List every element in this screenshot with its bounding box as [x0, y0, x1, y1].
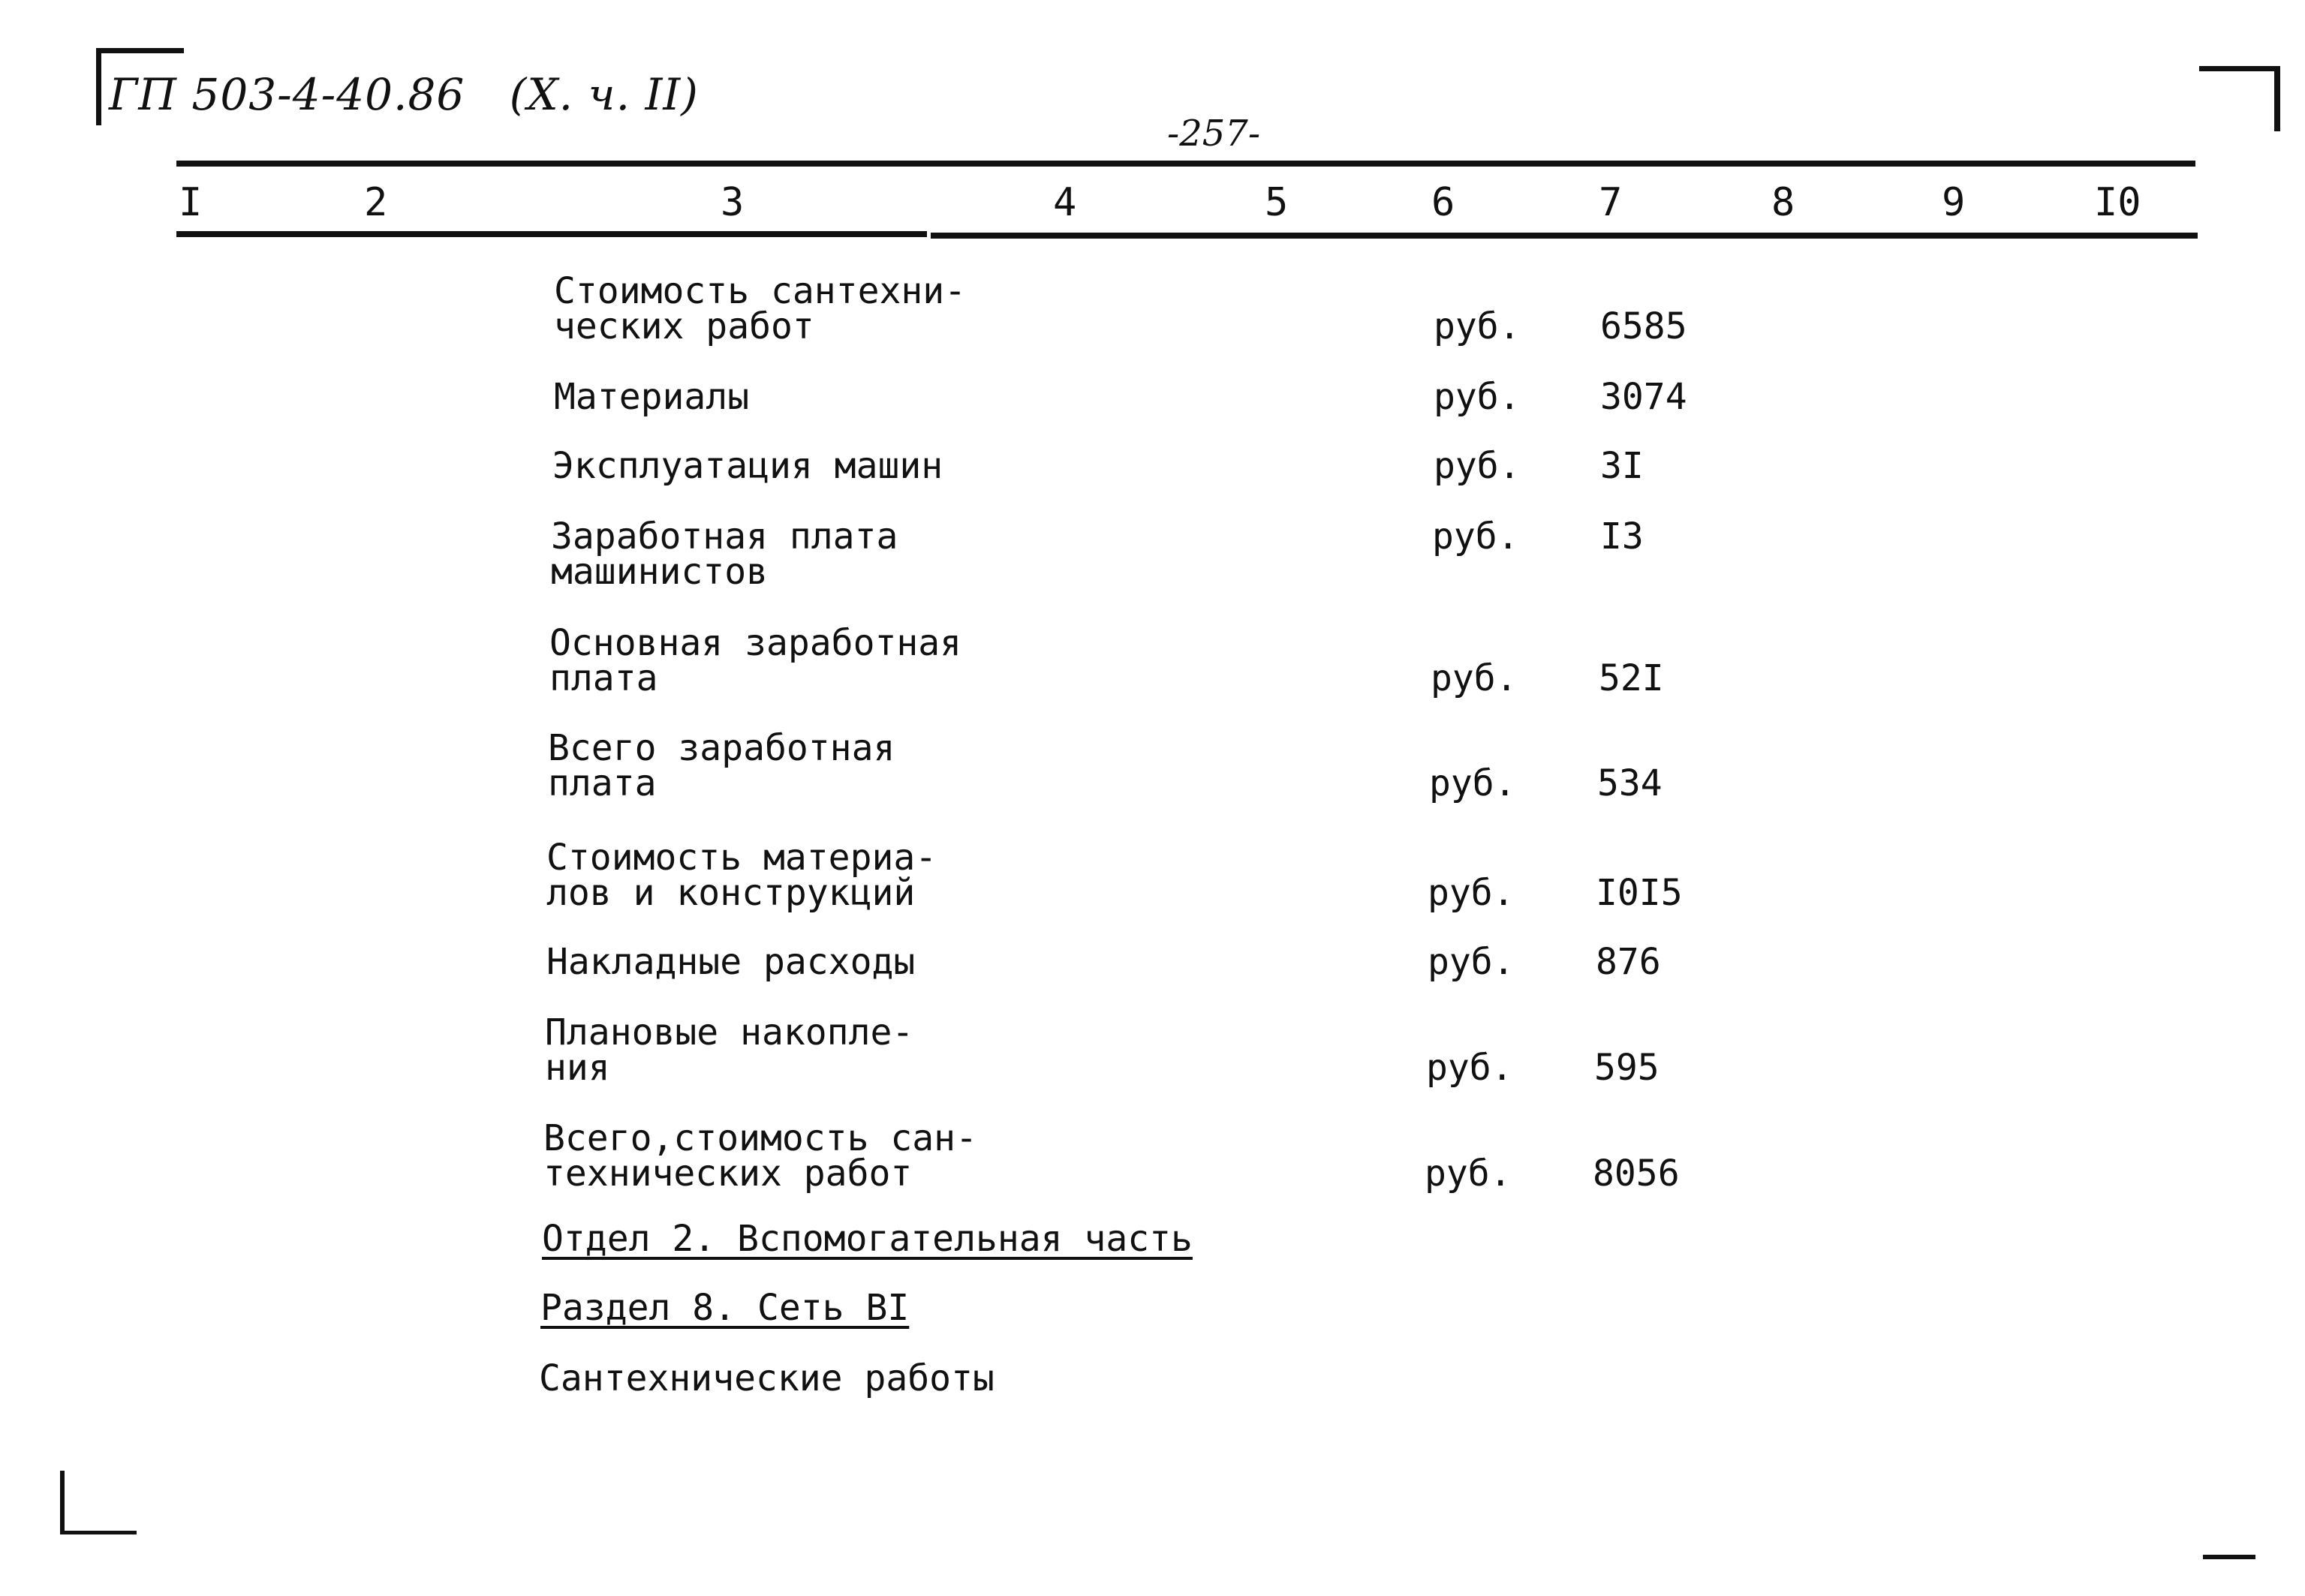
- row-unit-planned-savings: руб.: [1426, 1047, 1513, 1089]
- row-unit-machine-operation: руб.: [1434, 445, 1521, 487]
- row-name-total-sanitary-cost: Всего,стоимость сан- технических работ: [543, 1117, 977, 1195]
- row-value-total-sanitary-cost: 8056: [1593, 1153, 1680, 1195]
- row-value-overhead: 876: [1596, 941, 1661, 983]
- column-number-6: 6: [1431, 180, 1455, 225]
- subsection-heading: Раздел 8. Сеть ВI: [540, 1287, 910, 1329]
- row-name-planned-savings: Плановые накопле- ния: [545, 1011, 914, 1089]
- row-name-total-wages: Всего заработная плата: [548, 727, 895, 804]
- page-number: -257-: [1167, 113, 1261, 155]
- column-number-3: 3: [721, 180, 745, 225]
- row-value-machine-operation: 3I: [1600, 445, 1644, 487]
- row-unit-base-wages: руб.: [1431, 657, 1518, 699]
- row-name-machine-operation: Эксплуатация машин: [552, 445, 943, 487]
- column-number-1: I: [179, 180, 203, 225]
- row-value-materials: 3074: [1600, 376, 1687, 418]
- table-header-rule-left: [176, 231, 927, 237]
- row-value-planned-savings: 595: [1594, 1047, 1660, 1089]
- row-value-total-wages: 534: [1597, 762, 1663, 804]
- row-name-materials-structures: Стоимость материа- лов и конструкций: [546, 837, 937, 914]
- column-number-5: 5: [1265, 180, 1289, 225]
- row-unit-total-sanitary-cost: руб.: [1425, 1153, 1512, 1195]
- row-name-materials: Материалы: [554, 376, 750, 418]
- column-number-10: I0: [2094, 180, 2141, 225]
- column-number-4: 4: [1053, 180, 1077, 225]
- row-unit-materials-structures: руб.: [1428, 872, 1515, 914]
- column-number-8: 8: [1771, 180, 1795, 225]
- column-number-7: 7: [1599, 180, 1623, 225]
- row-value-operator-wages: I3: [1600, 515, 1644, 558]
- corner-mark-top-right: [2199, 66, 2280, 131]
- row-name-sanitary-cost: Стоимость сантехни- ческих работ: [554, 270, 967, 347]
- column-number-9: 9: [1942, 180, 1966, 225]
- work-type-heading: Сантехнические работы: [539, 1357, 995, 1399]
- row-unit-total-wages: руб.: [1429, 762, 1516, 804]
- row-name-base-wages: Основная заработная плата: [549, 622, 962, 699]
- table-header-rule-right: [931, 233, 2198, 239]
- corner-mark-bottom-left: [60, 1471, 137, 1534]
- corner-mark-bottom-right: [2203, 1555, 2255, 1559]
- column-number-2: 2: [364, 180, 388, 225]
- row-unit-materials: руб.: [1434, 376, 1521, 418]
- department-heading: Отдел 2. Вспомогательная часть: [542, 1218, 1193, 1260]
- document-code-text: ГП 503-4-40.86: [109, 69, 465, 120]
- row-value-base-wages: 52I: [1599, 657, 1664, 699]
- row-unit-overhead: руб.: [1428, 941, 1515, 983]
- row-unit-operator-wages: руб.: [1432, 515, 1519, 558]
- row-value-materials-structures: I0I5: [1596, 872, 1683, 914]
- row-name-operator-wages: Заработная плата машинистов: [551, 515, 898, 593]
- document-code: [109, 69, 699, 120]
- row-name-overhead: Накладные расходы: [546, 941, 916, 983]
- table-top-rule: [176, 161, 2195, 167]
- row-unit-sanitary-cost: руб.: [1434, 305, 1521, 347]
- row-value-sanitary-cost: 6585: [1600, 305, 1687, 347]
- document-volume: (X. ч. II): [509, 69, 699, 120]
